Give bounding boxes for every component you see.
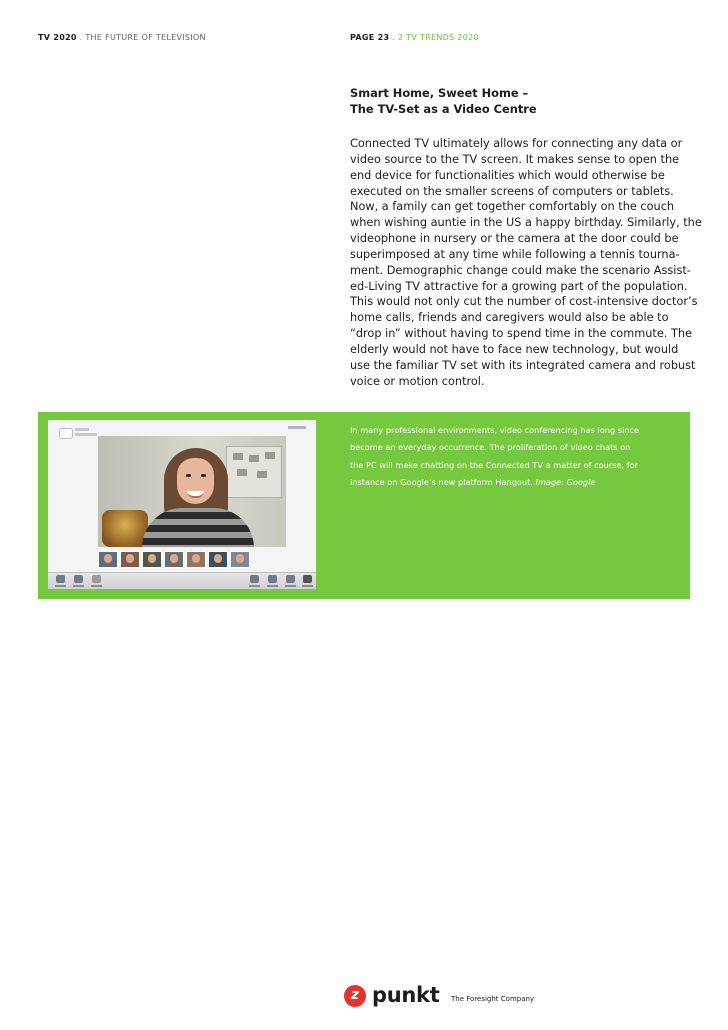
body-line: videophone in nursery or the camera at the door could be — [350, 232, 679, 246]
caption-line: become an everyday occurrence. The proliferation of video chats on — [350, 442, 631, 453]
caption-line: the PC will make chatting on the Connected TV a matter of course, for — [350, 459, 638, 470]
article — [350, 86, 702, 390]
settings-icon — [284, 575, 297, 588]
zpunkt-logo — [344, 982, 440, 1010]
publication-title: TV 2020 — [38, 33, 77, 42]
participant-thumbnail — [98, 551, 118, 568]
youtube-icon — [90, 575, 103, 588]
caption-line: In many professional environments, video conferencing has long since — [350, 425, 640, 435]
hangout-logo — [59, 427, 99, 441]
header-separator: . — [79, 33, 83, 42]
body-line: This would not only cut the number of cost-intensive doctor’s — [350, 295, 698, 309]
body-line: use the familiar TV set with its integrated camera and robust — [350, 358, 696, 372]
caption-text: instance on Google’s new platform Hangout. — [350, 476, 536, 487]
company-tagline: The Foresight Company — [451, 995, 535, 1003]
hangout-toolbar — [48, 572, 316, 589]
body-line: Connected TV ultimately allows for connecting any data or — [350, 137, 683, 150]
exit-icon — [301, 575, 314, 588]
publication-subtitle: THE FUTURE OF TELEVISION — [85, 33, 206, 42]
video-feed-image — [98, 436, 286, 547]
participant-thumbnail — [142, 551, 162, 568]
mute-mic-icon — [266, 575, 279, 588]
body-line: voice or motion control. — [350, 374, 485, 388]
figure-caption — [350, 422, 684, 491]
invite-icon — [54, 575, 67, 588]
participant-thumbnail — [164, 551, 184, 568]
article-body — [350, 136, 702, 390]
running-header-right — [350, 33, 479, 42]
body-line: video source to the TV screen. It makes sense to open the — [350, 152, 680, 166]
headline-line: The TV-Set as a Video Centre — [350, 101, 537, 116]
caption-line — [350, 474, 684, 491]
body-line: home calls, friends and caregivers would also be able to — [350, 311, 669, 325]
hangout-screenshot-image — [48, 420, 316, 589]
body-line: elderly would not have to face new technology, but would — [350, 342, 679, 356]
logo-wordmark: punkt — [372, 983, 440, 1007]
body-line: when wishing auntie in the US a happy birthday. Similarly, the — [350, 216, 702, 230]
section-title: 2 TV TRENDS 2020 — [397, 33, 479, 42]
body-line: “drop in” without having to spend time in the commute. The — [350, 327, 692, 341]
page-number: PAGE 23 — [350, 33, 390, 42]
body-line: ment. Demographic change could make the scenario Assist- — [350, 263, 691, 277]
participant-thumbnail — [120, 551, 140, 568]
header-separator: . — [392, 33, 396, 42]
logo-mark-icon: z — [344, 985, 366, 1007]
body-line: end device for functionalities which would otherwise be — [350, 168, 665, 182]
body-line: executed on the smaller screens of computers or tablets. — [350, 184, 674, 198]
figure-panel — [38, 412, 690, 599]
window-label — [288, 426, 306, 429]
headline-line: Smart Home, Sweet Home – — [350, 86, 529, 100]
mute-video-icon — [248, 575, 261, 588]
article-headline — [350, 86, 690, 117]
running-header-left — [38, 33, 206, 42]
body-line: ed-Living TV attractive for a growing part of the population. — [350, 279, 688, 293]
participant-thumbnail — [208, 551, 228, 568]
body-line: Now, a family can get together comfortably on the couch — [350, 200, 675, 214]
chat-icon — [72, 575, 85, 588]
participant-thumbnail — [230, 551, 250, 568]
image-credit: Image: Google — [535, 476, 596, 487]
participant-thumbnail — [186, 551, 206, 568]
body-line: superimposed at any time while following a tennis tourna- — [350, 247, 680, 261]
